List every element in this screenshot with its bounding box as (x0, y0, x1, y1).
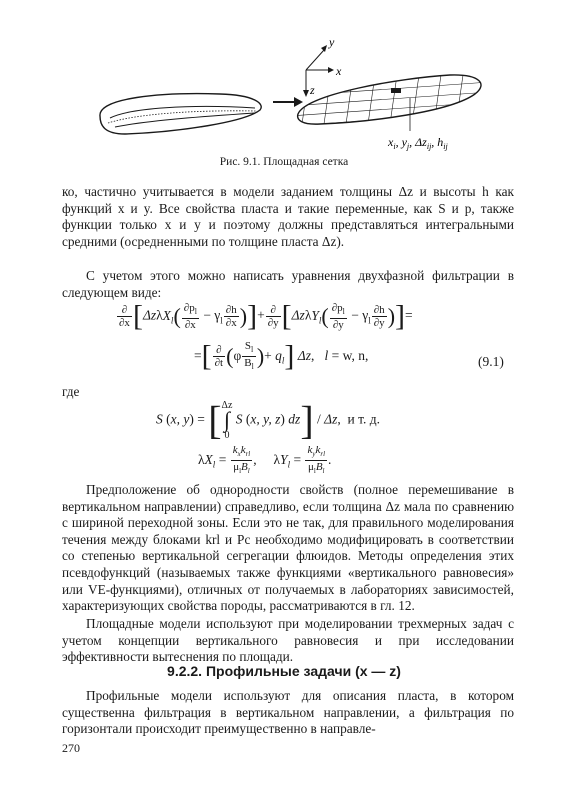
transform-arrow (273, 97, 303, 107)
coordinate-axes (303, 45, 334, 97)
axis-z-label: z (310, 83, 315, 97)
equation-9-1-line-2: =[ $\frac{\partial}{\partial t}$ (φ $\frac{S_l}{B_l}$ )+ $q_l$] Δz, l = w, n, (194, 339, 369, 373)
areal-grid-figure (70, 28, 500, 168)
axis-x-label: x (336, 64, 342, 78)
paragraph-1: ко, частично учитывается в модели заданием толщины Δz и высоты h как функций x и y. Все свойства пласта и такие переменные, как S и p, также функции только x и y и поэтому должны представляться интегральными средними (осредненными по толщине пласта Δz). (62, 184, 514, 249)
equation-mobility: $\lambda X_l$ = $\frac{k_xk_{rl}}{\mu_lB_l}$ , $\lambda Y_l$ = $\frac{k_yk_{rl}}{\mu_lB_l}$ . (198, 444, 332, 476)
paragraph-3: Предположение об однородности свойств (полное перемешивание в вертикальном направлении) справедливо, если толщина Δz мала по сравнению с шириной переходной зоны. Если это не так, для правильного моделирования течения между блоками krl и Pc необходимо модифицировать в соответствии со степенью вертикальной сегрегации флюидов. Методы определения этих псевдофункций (называемых также функциями «вертикального равновесия» или VE-функциями), отличных от получаемых в лабораториях зависимостей, характеризующих свойства породы, рассматриваются в гл. 12. (62, 482, 514, 614)
reservoir-cross-section (100, 94, 261, 134)
paragraph-5: Профильные модели используют для описания пласта, в котором существенна фильтрация в вертикальном направлении, а фильтрация по горизонтали происходит преимущественно в направле- (62, 688, 514, 737)
paragraph-4: Площадные модели используют при моделировании трехмерных задач с учетом концепции вертикального равновесия и при исследовании эффективности вытеснения по площади. (62, 616, 514, 665)
gridded-reservoir (290, 68, 490, 138)
figure-caption: Рис. 9.1. Площадная сетка (219, 156, 349, 168)
equation-9-1-line-1: $\frac{\partial}{\partial x}$ [ΔzλX$_l$( $\frac{\partial p_l}{\partial x}$ − $\gamma_l$ $\frac{\partial h}{\partial x}$ )]+ $\frac{\partial}{\partial y}$ [ΔzλY$_l$( $\frac{\partial p_l}{\partial y}$ − $\gamma_l$ $\frac{\partial h}{\partial y}$ )]= (119, 299, 413, 333)
grid-block-marker (391, 88, 401, 93)
paragraph-2: С учетом этого можно написать уравнения двухфазной фильтрации в следующем виде: (62, 268, 514, 300)
where-label: где (62, 384, 80, 399)
axis-y-label: y (329, 35, 335, 49)
section-heading: 9.2.2. Профильные задачи (x — z) (167, 663, 401, 679)
grid-cell-label: $x_i$, $y_j$, $\Delta z_{ij}$, $h_{ij}$ (388, 135, 448, 151)
page-number: 270 (62, 741, 80, 755)
equation-s-average: S (x, y) = [Δz ∫ 0 S (x, y, z) dz] / Δz, и т. д. (156, 397, 380, 443)
equation-number: (9.1) (478, 354, 504, 369)
